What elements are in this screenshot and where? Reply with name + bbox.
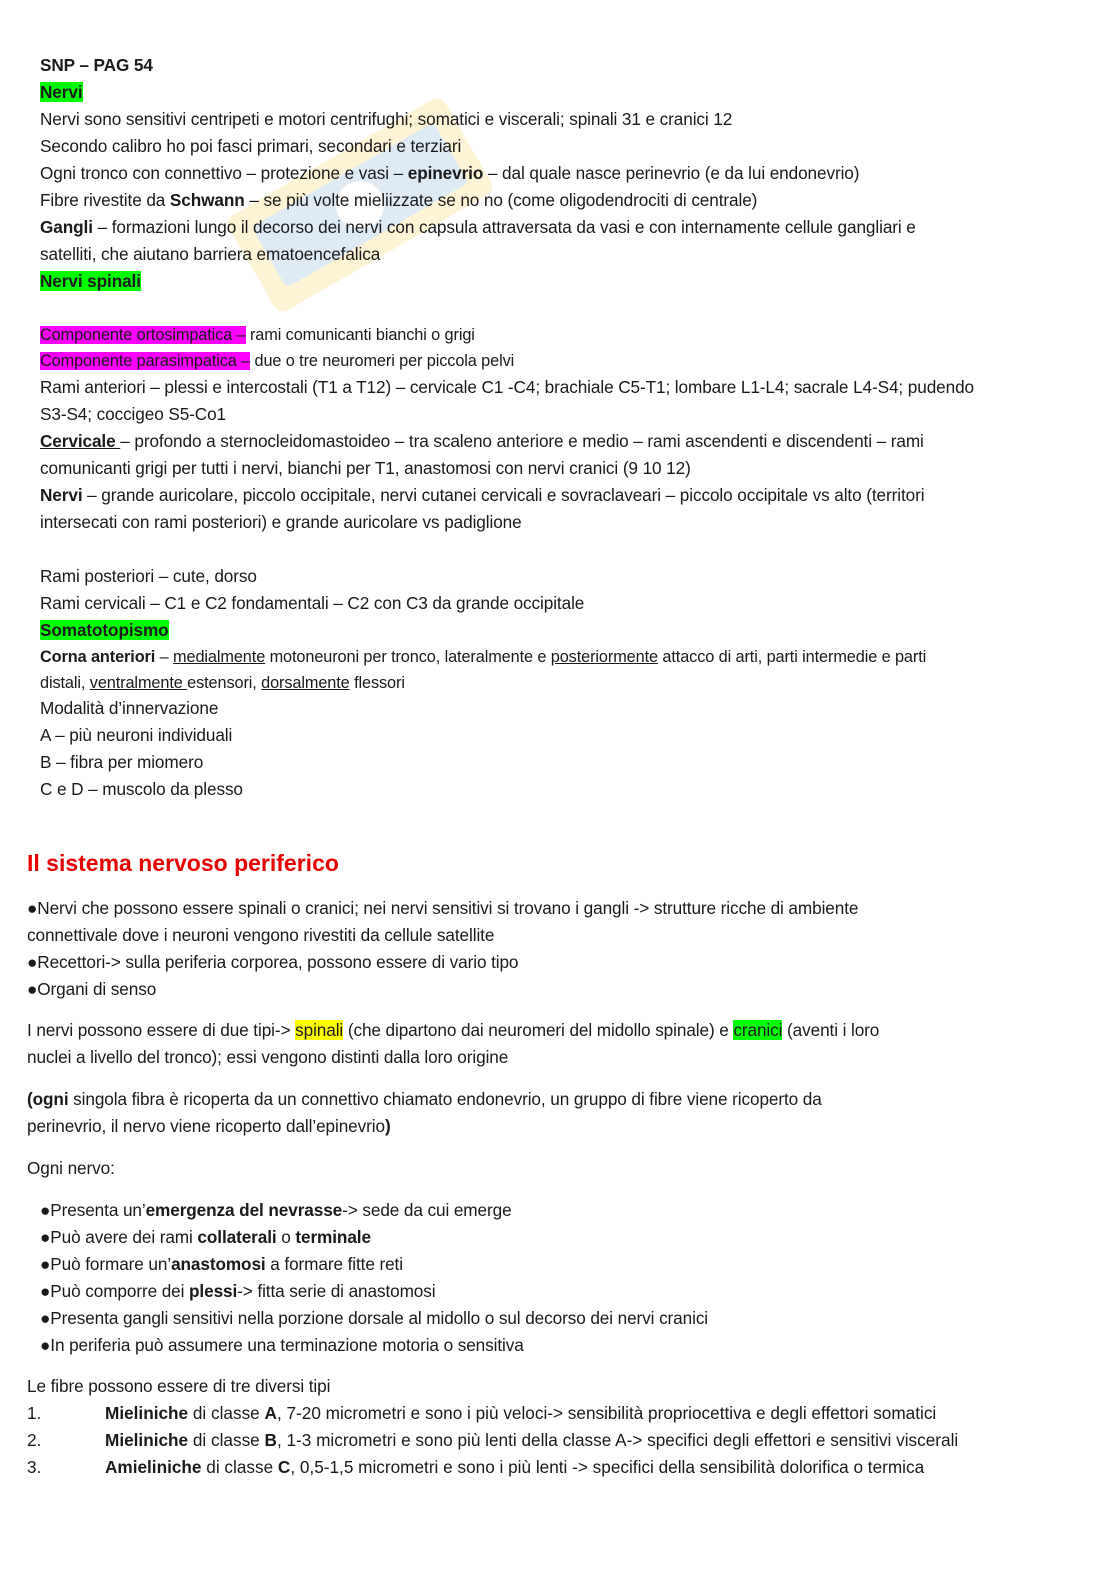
text-line: Rami anteriori – plessi e intercostali (T1 a T12) – cervicale C1 -C4; brachiale C5-T1; lombare L1-L4; sacrale L4-S4; pudendo: [40, 377, 974, 397]
text-line: Cervicale – profondo a sternocleidomastoideo – tra scaleno anteriore e medio – rami ascendenti e discendenti – rami: [40, 431, 924, 451]
text-line: ●Nervi che possono essere spinali o cranici; nei nervi sensitivi si trovano i gangli -> strutture ricche di ambiente: [27, 898, 859, 918]
text-line: comunicanti grigi per tutti i nervi, bianchi per T1, anastomosi con nervi cranici (9 10 12): [40, 458, 691, 478]
text-line: A – più neuroni individuali: [40, 725, 233, 745]
section-title: Il sistema nervoso periferico: [27, 850, 339, 876]
text-line: Rami posteriori – cute, dorso: [40, 566, 257, 586]
text-line: C e D – muscolo da plesso: [40, 779, 243, 799]
page-title: SNP – PAG 54: [40, 55, 153, 75]
list-item: ●Presenta un’emergenza del nevrasse-> sede da cui emerge: [40, 1200, 512, 1220]
text-line: intersecati con rami posteriori) e grande auricolare vs padiglione: [40, 512, 522, 532]
text-line: ●Organi di senso: [27, 979, 157, 999]
heading-nervi: Nervi: [40, 82, 83, 102]
text-line: nuclei a livello del tronco); essi vengono distinti dalla loro origine: [27, 1047, 509, 1067]
text-line: Fibre rivestite da Schwann – se più volte mieliizzate se no no (come oligodendrociti di centrale): [40, 190, 758, 210]
text-line: Componente ortosimpatica – rami comunicanti bianchi o grigi: [40, 326, 475, 344]
list-item: ●Può comporre dei plessi-> fitta serie di anastomosi: [40, 1281, 436, 1301]
text-line: Gangli – formazioni lungo il decorso dei nervi con capsula attraversata da vasi e con internamente cellule gangliari e: [40, 217, 916, 237]
text-line: Secondo calibro ho poi fasci primari, secondari e terziari: [40, 136, 462, 156]
heading-nervi-spinali: Nervi spinali: [40, 271, 141, 291]
list-item: ●In periferia può assumere una terminazione motoria o sensitiva: [40, 1335, 524, 1355]
text-line: Modalità d’innervazione: [40, 698, 219, 718]
list-item: ●Presenta gangli sensitivi nella porzione dorsale al midollo o sul decorso dei nervi cranici: [40, 1308, 709, 1328]
text-line: connettivale dove i neuroni vengono rivestiti da cellule satellite: [27, 925, 495, 945]
text-line: ●Recettori-> sulla periferia corporea, possono essere di vario tipo: [27, 952, 519, 972]
text-line: Nervi sono sensitivi centripeti e motori centrifughi; somatici e viscerali; spinali 31 e cranici 12: [40, 109, 733, 129]
list-item: ●Può avere dei rami collaterali o terminale: [40, 1227, 371, 1247]
numbered-item: 2. Mieliniche di classe B, 1-3 micrometri e sono più lenti della classe A-> specifici degli effettori e sensitivi viscerali: [27, 1430, 959, 1450]
text-line: Nervi – grande auricolare, piccolo occipitale, nervi cutanei cervicali e sovraclaveari – piccolo occipitale vs alto (territori: [40, 485, 925, 505]
text-line: (ogni singola fibra è ricoperta da un connettivo chiamato endonevrio, un gruppo di fibre viene ricoperto da: [27, 1089, 822, 1109]
text-line: Corna anteriori – medialmente motoneuroni per tronco, lateralmente e posteriormente attacco di arti, parti intermedie e parti: [40, 648, 927, 666]
text-line: distali, ventralmente estensori, dorsalmente flessori: [40, 674, 405, 692]
numbered-item: 1. Mieliniche di classe A, 7-20 micrometri e sono i più veloci-> sensibilità propriocettiva e degli effettori somatici: [27, 1403, 937, 1423]
text-line: Ogni tronco con connettivo – protezione e vasi – epinevrio – dal quale nasce perinevrio (e da lui endonevrio): [40, 163, 860, 183]
text-line: Ogni nervo:: [27, 1158, 115, 1178]
text-line: perinevrio, il nervo viene ricoperto dall’epinevrio): [27, 1116, 391, 1136]
heading-somatotopismo: Somatotopismo: [40, 620, 169, 640]
list-item: ●Può formare un’anastomosi a formare fitte reti: [40, 1254, 403, 1274]
numbered-item: 3. Amieliniche di classe C, 0,5-1,5 micrometri e sono i più lenti -> specifici della sensibilità dolorifica o termica: [27, 1457, 925, 1477]
text-line: Componente parasimpatica – due o tre neuromeri per piccola pelvi: [40, 352, 515, 370]
text-line: B – fibra per miomero: [40, 752, 204, 772]
text-line: Le fibre possono essere di tre diversi tipi: [27, 1376, 331, 1396]
text-line: I nervi possono essere di due tipi-> spinali (che dipartono dai neuromeri del midollo spinale) e cranici (aventi i loro: [27, 1020, 880, 1040]
text-line: satelliti, che aiutano barriera ematoencefalica: [40, 244, 381, 264]
text-line: S3-S4; coccigeo S5-Co1: [40, 404, 227, 424]
text-line: Rami cervicali – C1 e C2 fondamentali – C2 con C3 da grande occipitale: [40, 593, 585, 613]
